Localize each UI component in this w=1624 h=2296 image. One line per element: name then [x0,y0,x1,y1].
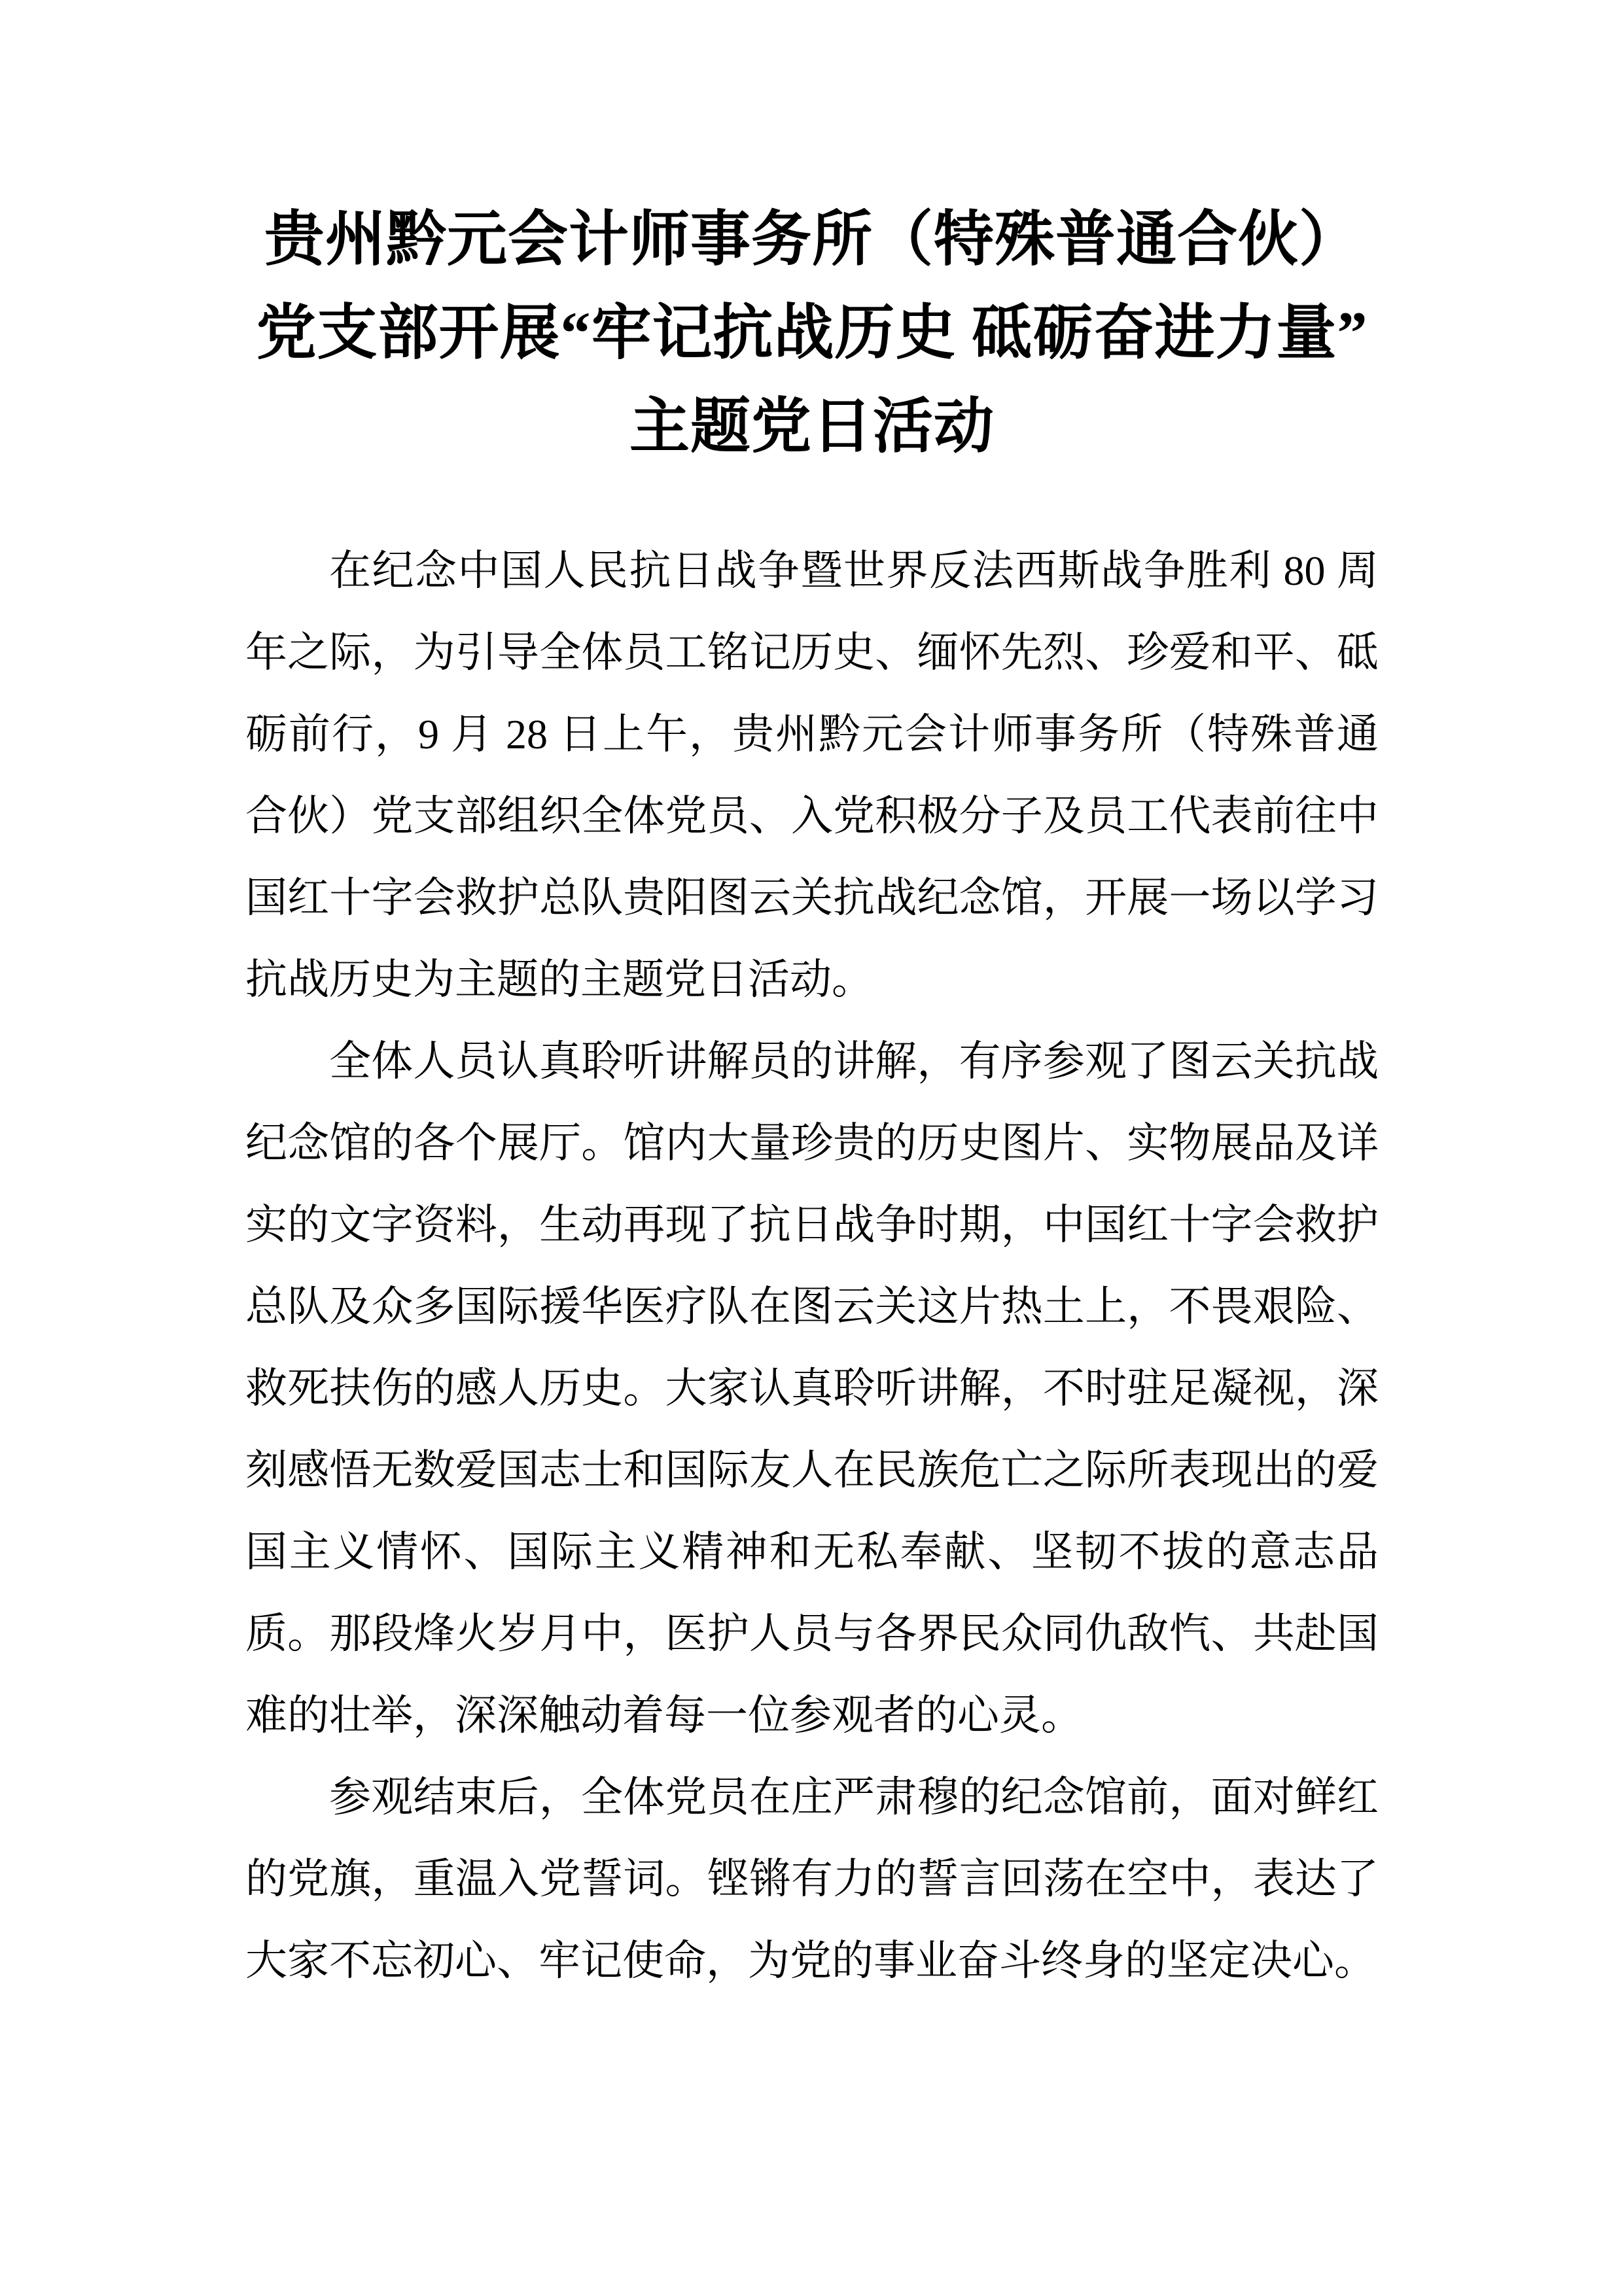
title-line-2: 党支部开展“牢记抗战历史 砥砺奋进力量” [256,300,1368,366]
document-title [245,193,1379,474]
body-paragraph-1: 在纪念中国人民抗日战争暨世界反法西斯战争胜利 80 周年之际，为引导全体员工铭记历史、缅怀先烈、珍爱和平、砥砺前行，9 月 28 日上午，贵州黔元会计师事务所（特殊普通合伙）党支部组织全体党员、入党积极分子及员工代表前往中国红十字会救护总队贵阳图云关抗战纪念馆，开展一场以学习抗战历史为主题的主题党日活动。 [245,548,1379,1003]
title-line-3: 主题党日活动 [629,393,995,460]
title-line-1: 贵州黔元会计师事务所（特殊普通合伙） [264,206,1360,273]
body-paragraph-2: 全体人员认真聆听讲解员的讲解，有序参观了图云关抗战纪念馆的各个展厅。馆内大量珍贵的历史图片、实物展品及详实的文字资料，生动再现了抗日战争时期，中国红十字会救护总队及众多国际援华医疗队在图云关这片热土上，不畏艰险、救死扶伤的感人历史。大家认真聆听讲解，不时驻足凝视，深刻感悟无数爱国志士和国际友人在民族危亡之际所表现出的爱国主义情怀、国际主义精神和无私奉献、坚韧不拔的意志品质。那段烽火岁月中，医护人员与各界民众同仇敌忾、共赴国难的壮举，深深触动着每一位参观者的心灵。 [245,1038,1379,1739]
document-body [245,530,1379,2002]
body-paragraph-3: 参观结束后，全体党员在庄严肃穆的纪念馆前，面对鲜红的党旗，重温入党誓词。铿锵有力的誓言回荡在空中，表达了大家不忘初心、牢记使命，为党的事业奋斗终身的坚定决心。 [245,1774,1379,1984]
